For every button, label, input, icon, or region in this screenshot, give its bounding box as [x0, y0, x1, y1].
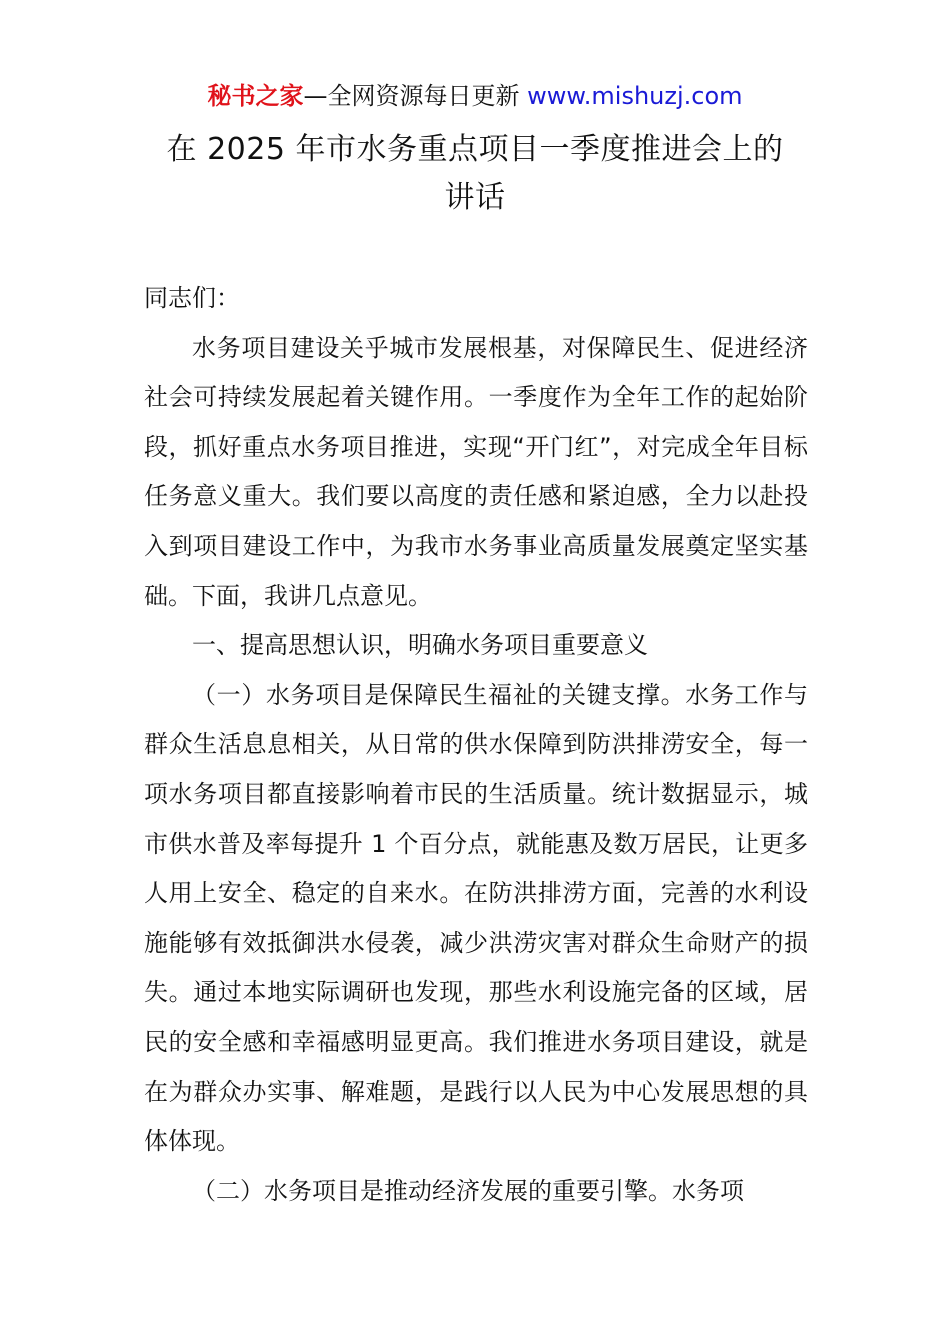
intro-paragraph: 水务项目建设关乎城市发展根基，对保障民生、促进经济社会可持续发展起着关键作用。一季度作为全年工作的起始阶段，抓好重点水务项目推进，实现“开门红”，对完成全年目标任务意义重大。我们要以高度的责任感和紧迫感，全力以赴投入到项目建设工作中，为我市水务事业高质量发展奠定坚实基础。下面，我讲几点意见。 [144, 333, 808, 610]
subsection-paragraph-2: （二）水务项目是推动经济发展的重要引擎。水务项 [192, 1176, 744, 1205]
document-body [144, 274, 808, 1216]
site-url-link[interactable]: www.mishuzj.com [527, 82, 743, 110]
site-header [0, 78, 950, 114]
brand-name: 秘书之家 [207, 82, 304, 110]
salutation: 同志们： [144, 284, 240, 312]
title-line-1: 在 2025 年市水务重点项目一季度推进会上的 [166, 132, 784, 167]
subsection-paragraph-1: （一）水务项目是保障民生福祉的关键支撑。水务工作与群众生活息息相关，从日常的供水保障到防洪排涝安全，每一项水务项目都直接影响着市民的生活质量。统计数据显示，城市供水普及率每提升 1 个百分点，就能惠及数万居民，让更多人用上安全、稳定的自来水。在防洪排涝方面，完善的水利设施能够有效抵御洪水侵袭，减少洪涝灾害对群众生命财产的损失。通过本地实际调研也发现，那些水利设施完备的区域，居民的安全感和幸福感明显更高。我们推进水务项目建设，就是在为群众办实事、解难题，是践行以人民为中心发展思想的具体体现。 [144, 680, 808, 1156]
title-line-2: 讲话 [444, 180, 506, 215]
section-heading: 一、提高思想认识，明确水务项目重要意义 [192, 631, 648, 660]
header-tagline: —全网资源每日更新 [303, 82, 528, 110]
document-title [140, 126, 810, 222]
